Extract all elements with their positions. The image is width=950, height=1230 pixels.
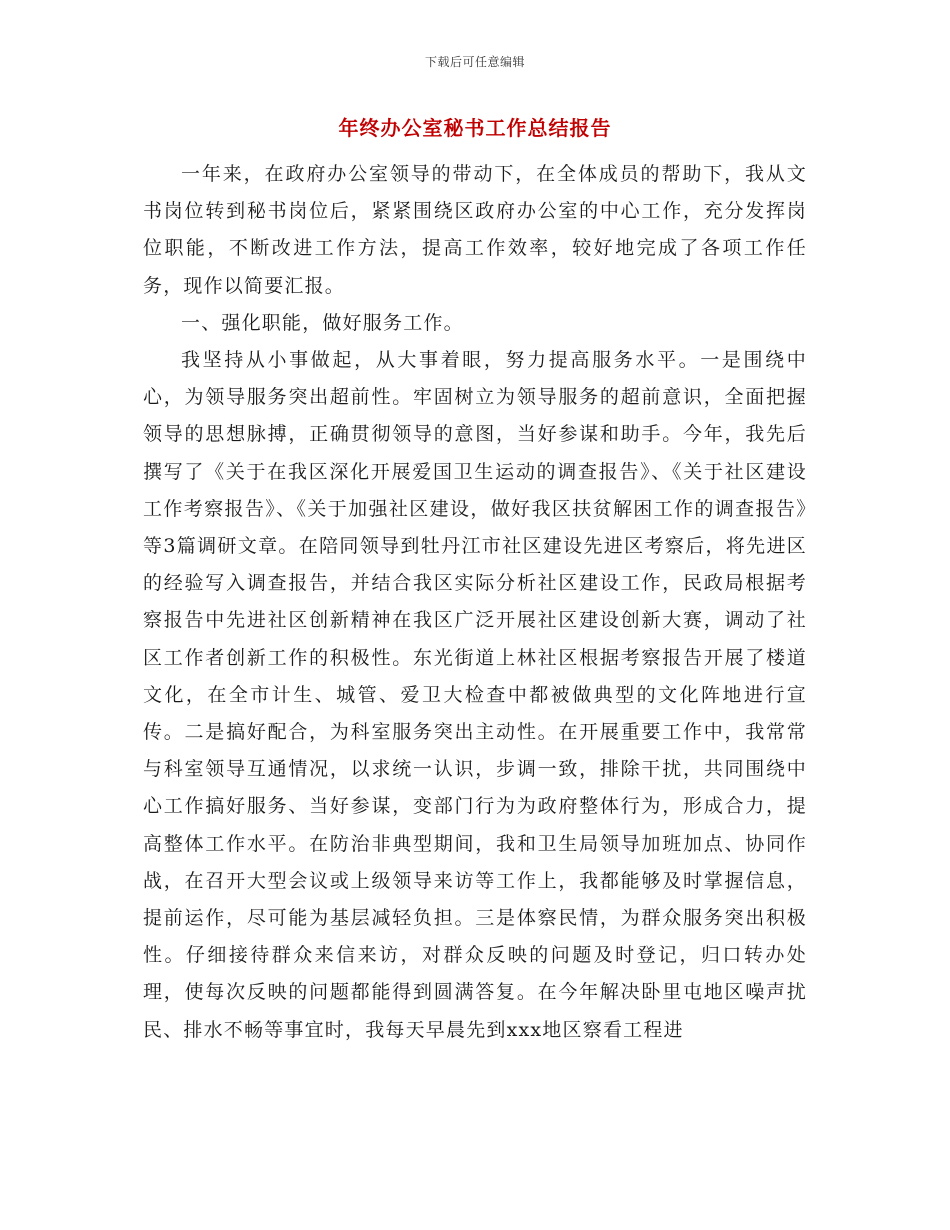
paragraph-intro: 一年来，在政府办公室领导的带动下，在全体成员的帮助下，我从文书岗位转到秘书岗位后，紧紧围绕区政府办公室的中心工作，充分发挥岗位职能，不断改进工作方法，提高工作效率，较好地完成了各项工作任务，现作以简要汇报。 (143, 163, 807, 297)
header-note: 下载后可任意编辑 (424, 55, 525, 69)
document-body (143, 156, 807, 1049)
section-heading: 一、强化职能，做好服务工作。 (181, 311, 464, 334)
document-title: 年终办公室秘书工作总结报告 (338, 116, 612, 140)
paragraph-body: 我坚持从小事做起，从大事着眼，努力提高服务水平。一是围绕中心，为领导服务突出超前性。牢固树立为领导服务的超前意识，全面把握领导的思想脉搏，正确贯彻领导的意图，当好参谋和助手。今年，我先后撰写了《关于在我区深化开展爱国卫生运动的调查报告》、《关于社区建设工作考察报告》、《关于加强社区建设，做好我区扶贫解困工作的调查报告》等3篇调研文章。在陪同领导到牡丹江市社区建设先进区考察后，将先进区的经验写入调查报告，并结合我区实际分析社区建设工作，民政局根据考察报告中先进社区创新精神在我区广泛开展社区建设创新大赛，调动了社区工作者创新工作的积极性。东光街道上林社区根据考察报告开展了楼道文化，在全市计生、城管、爱卫大检查中都被做典型的文化阵地进行宣传。二是搞好配合，为科室服务突出主动性。在开展重要工作中，我常常与科室领导互通情况，以求统一认识，步调一致，排除干扰，共同围绕中心工作搞好服务、当好参谋，变部门行为为政府整体行为，形成合力，提高整体工作水平。在防治非典型期间，我和卫生局领导加班加点、协同作战，在召开大型会议或上级领导来访等工作上，我都能够及时掌握信息，提前运作，尽可能为基层减轻负担。三是体察民情，为群众服务突出积极性。仔细接待群众来信来访，对群众反映的问题及时登记，归口转办处理，使每次反映的问题都能得到圆满答复。在今年解决卧里屯地区噪声扰民、排水不畅等事宜时，我每天早晨先到xxx地区察看工程进 (143, 349, 807, 1041)
